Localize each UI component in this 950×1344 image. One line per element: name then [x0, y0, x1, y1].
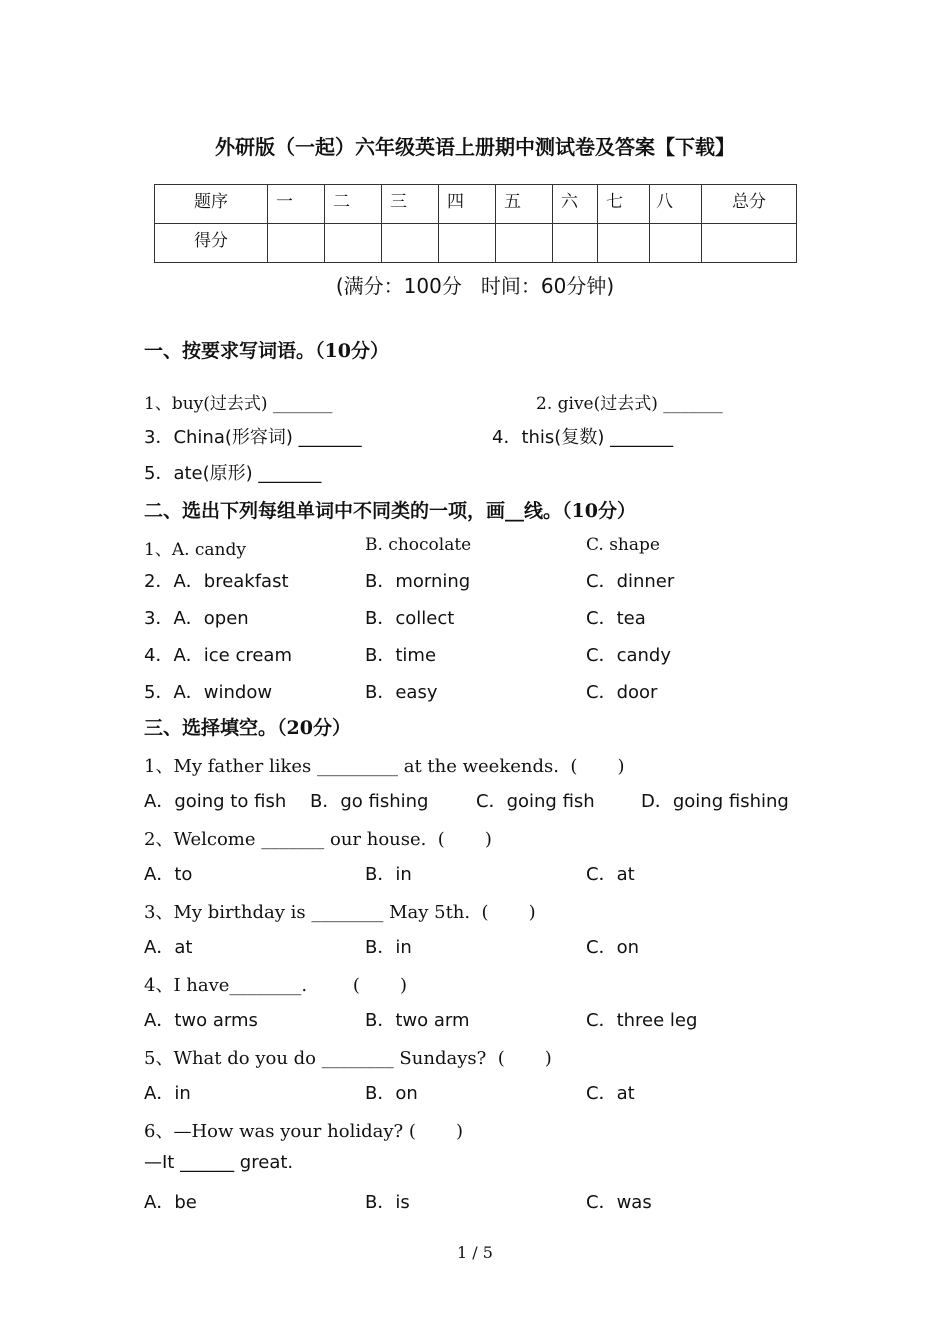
s3-question: 5、What do you do ________ Sundays? ( ): [144, 1048, 552, 1069]
section2-heading: 二、选出下列每组单词中不同类的一项，画__线。（10分）: [144, 500, 636, 522]
s3-question: 6、—How was your holiday? ( ): [144, 1121, 463, 1142]
s3-option: A．in: [144, 1083, 191, 1104]
s3-option: C．at: [586, 864, 635, 885]
header-cell: 六: [553, 185, 598, 224]
header-cell: 五: [496, 185, 553, 224]
s3-option: C．three leg: [586, 1010, 698, 1031]
score-cell[interactable]: [439, 224, 496, 263]
s1-item: 4．this(复数) _______: [492, 427, 674, 448]
s2-option: 1、A. candy: [144, 540, 246, 560]
s2-option: B．easy: [365, 682, 438, 703]
section1-heading: 一、按要求写词语。（10分）: [144, 340, 389, 362]
s1-item: 1、buy(过去式) _______: [144, 394, 333, 414]
header-cell: 二: [325, 185, 382, 224]
s3-option: B．in: [365, 864, 412, 885]
score-table-score-row: [155, 224, 797, 263]
s3-question-line2: —It ______ great.: [144, 1152, 294, 1173]
header-cell: 一: [268, 185, 325, 224]
s2-option: C．dinner: [586, 571, 675, 592]
s3-question: 3、My birthday is ________ May 5th. ( ): [144, 902, 536, 923]
s2-option: C．door: [586, 682, 658, 703]
s3-question: 2、Welcome _______ our house. ( ): [144, 829, 492, 850]
page-number: 1 / 5: [457, 1243, 493, 1262]
score-table: [154, 184, 797, 263]
s3-option: B．go fishing: [310, 791, 429, 812]
s2-option: 4．A．ice cream: [144, 645, 292, 666]
score-cell[interactable]: [325, 224, 382, 263]
score-cell[interactable]: [650, 224, 702, 263]
section3-heading: 三、选择填空。（20分）: [144, 717, 351, 739]
s2-option: 3．A．open: [144, 608, 249, 629]
s3-option: A．to: [144, 864, 193, 885]
s3-option: C．at: [586, 1083, 635, 1104]
s3-question: 1、My father likes _________ at the weekends. ( ): [144, 756, 625, 777]
score-table-header-row: [155, 185, 797, 224]
header-cell: 七: [598, 185, 650, 224]
header-cell: 总分: [702, 185, 797, 224]
s2-option: B．morning: [365, 571, 471, 592]
s3-option: A．two arms: [144, 1010, 258, 1031]
score-cell[interactable]: [382, 224, 439, 263]
score-cell[interactable]: [702, 224, 797, 263]
score-cell[interactable]: [268, 224, 325, 263]
header-cell: 四: [439, 185, 496, 224]
s1-item: 3．China(形容词) _______: [144, 427, 362, 448]
s2-option: C．tea: [586, 608, 646, 629]
s3-question: 4、I have________. ( ): [144, 975, 408, 996]
score-cell[interactable]: [496, 224, 553, 263]
s3-option: C．was: [586, 1192, 652, 1213]
score-cell[interactable]: [598, 224, 650, 263]
header-cell: 八: [650, 185, 702, 224]
s2-option: 2．A．breakfast: [144, 571, 289, 592]
s3-option: C．on: [586, 937, 639, 958]
score-cell[interactable]: [553, 224, 598, 263]
s2-option: B．collect: [365, 608, 455, 629]
s3-option: B．is: [365, 1192, 410, 1213]
s3-option: B．on: [365, 1083, 418, 1104]
s2-option: C．candy: [586, 645, 671, 666]
s3-option: D．going fishing: [641, 791, 789, 812]
s3-option: A．at: [144, 937, 193, 958]
s2-option: B．time: [365, 645, 437, 666]
s3-option: C．going fish: [476, 791, 595, 812]
s1-item: 2. give(过去式) _______: [536, 394, 723, 414]
s3-option: A．be: [144, 1192, 197, 1213]
s3-option: A．going to fish: [144, 791, 287, 812]
s2-option: 5．A．window: [144, 682, 273, 703]
header-cell: 三: [382, 185, 439, 224]
subtitle: (满分：100分 时间：60分钟): [335, 274, 615, 298]
s1-item: 5．ate(原形) _______: [144, 463, 322, 484]
s3-option: B．two arm: [365, 1010, 470, 1031]
page-title: 外研版（一起）六年级英语上册期中测试卷及答案【下载】: [215, 135, 735, 159]
s2-option: C. shape: [586, 535, 660, 555]
header-cell: 题序: [155, 185, 268, 224]
s3-option: B．in: [365, 937, 412, 958]
s2-option: B. chocolate: [365, 535, 472, 555]
row-label-cell: 得分: [155, 224, 268, 263]
